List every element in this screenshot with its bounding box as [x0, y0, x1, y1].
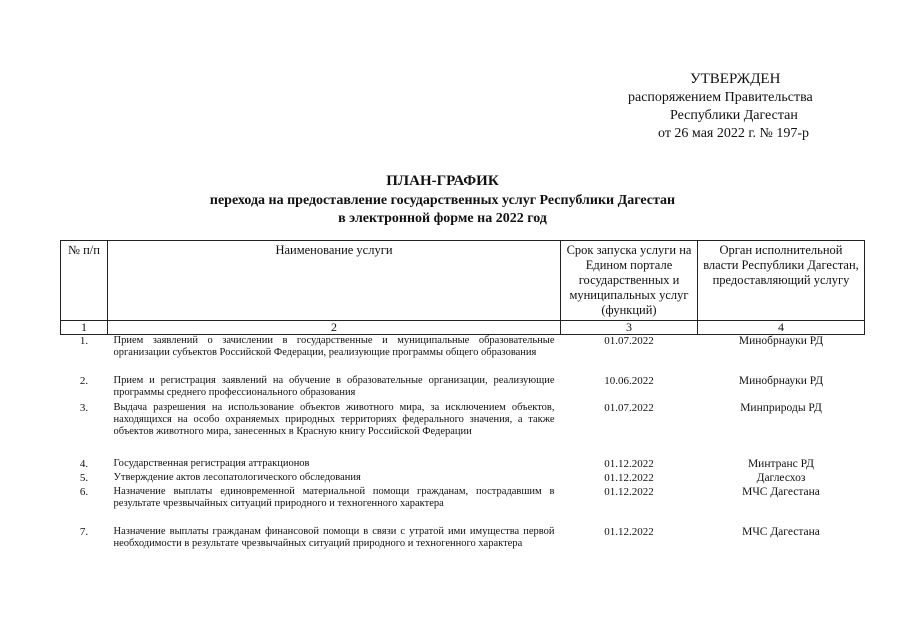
- header-number: № п/п: [61, 241, 108, 321]
- row-number: 5.: [79, 471, 89, 484]
- column-number: 1: [61, 321, 108, 335]
- header-launch-date: Срок запуска услуги на Едином портале государственных и муниципальных услуг (функций): [561, 241, 698, 321]
- document-title: ПЛАН-ГРАФИК: [386, 173, 499, 189]
- row-number: 7.: [79, 525, 89, 538]
- service-name: Назначение выплаты единовременной материальной помощи гражданам, пострадавшим в результате чрезвычайных ситуаций природного и техногенного характера: [113, 485, 555, 509]
- service-name: Выдача разрешения на использование объектов животного мира, за исключением объектов, находящихся на особо охраняемых природных территориях федерального значения, а также объектов животного мира, занесенных в Красную книгу Российской Федерации: [113, 401, 555, 438]
- launch-date: 01.12.2022: [604, 471, 654, 484]
- row-number: 3.: [79, 401, 89, 414]
- authority: МЧС Дагестана: [742, 525, 820, 538]
- row-number: 4.: [79, 457, 89, 470]
- launch-date: 10.06.2022: [604, 374, 654, 387]
- table-row: [61, 458, 865, 472]
- approval-line-3: Республики Дагестан: [670, 108, 798, 123]
- schedule-table: [60, 240, 865, 566]
- header-service-name: Наименование услуги: [108, 241, 561, 321]
- table-row: [61, 472, 865, 486]
- service-name: Прием заявлений о зачислении в государственные и муниципальные образовательные организации субъектов Российской Федерации, реализующие программы общего образования: [113, 335, 555, 359]
- table-row: [61, 526, 865, 566]
- service-name: Прием и регистрация заявлений на обучение в образовательные организации, реализующие программы среднего профессионального образования: [113, 374, 555, 398]
- authority: Минприроды РД: [740, 401, 822, 414]
- authority: Минтранс РД: [747, 457, 815, 470]
- row-number: 6.: [79, 485, 89, 498]
- authority: МЧС Дагестана: [742, 485, 820, 498]
- table-row: [61, 335, 865, 375]
- authority: Минобрнауки РД: [738, 335, 824, 347]
- launch-date: 01.07.2022: [604, 401, 654, 414]
- row-number: 1.: [79, 335, 89, 347]
- approval-line-2: распоряжением Правительства: [628, 90, 813, 105]
- header-authority: Орган исполнительной власти Республики Дагестан, предоставляющий услугу: [698, 241, 865, 321]
- row-number: 2.: [79, 374, 89, 387]
- authority: Минобрнауки РД: [738, 374, 824, 387]
- approval-date: от 26 мая 2022 г. № 197-р: [658, 126, 810, 141]
- document-subtitle-1: перехода на предоставление государственных услуг Республики Дагестан: [209, 193, 676, 208]
- table-row: [61, 486, 865, 526]
- service-name: Государственная регистрация аттракционов: [113, 457, 310, 469]
- table-header-row: [61, 241, 865, 321]
- column-number: 2: [108, 321, 561, 335]
- table-column-numbers-row: [61, 321, 865, 335]
- approval-title: УТВЕРЖДЕН: [690, 71, 781, 87]
- authority: Даглесхоз: [756, 471, 806, 484]
- launch-date: 01.12.2022: [604, 485, 654, 498]
- launch-date: 01.12.2022: [604, 525, 654, 538]
- column-number: 4: [698, 321, 865, 335]
- service-name: Назначение выплаты гражданам финансовой помощи в связи с утратой ими имущества первой необходимости в результате чрезвычайных ситуаций природного и техногенного характера: [113, 525, 555, 549]
- table-row: [61, 375, 865, 402]
- document-subtitle-2: в электронной форме на 2022 год: [338, 211, 547, 226]
- column-number: 3: [561, 321, 698, 335]
- launch-date: 01.12.2022: [604, 457, 654, 470]
- table-row: [61, 402, 865, 458]
- service-name: Утверждение актов лесопатологического обследования: [113, 471, 361, 483]
- launch-date: 01.07.2022: [604, 335, 654, 347]
